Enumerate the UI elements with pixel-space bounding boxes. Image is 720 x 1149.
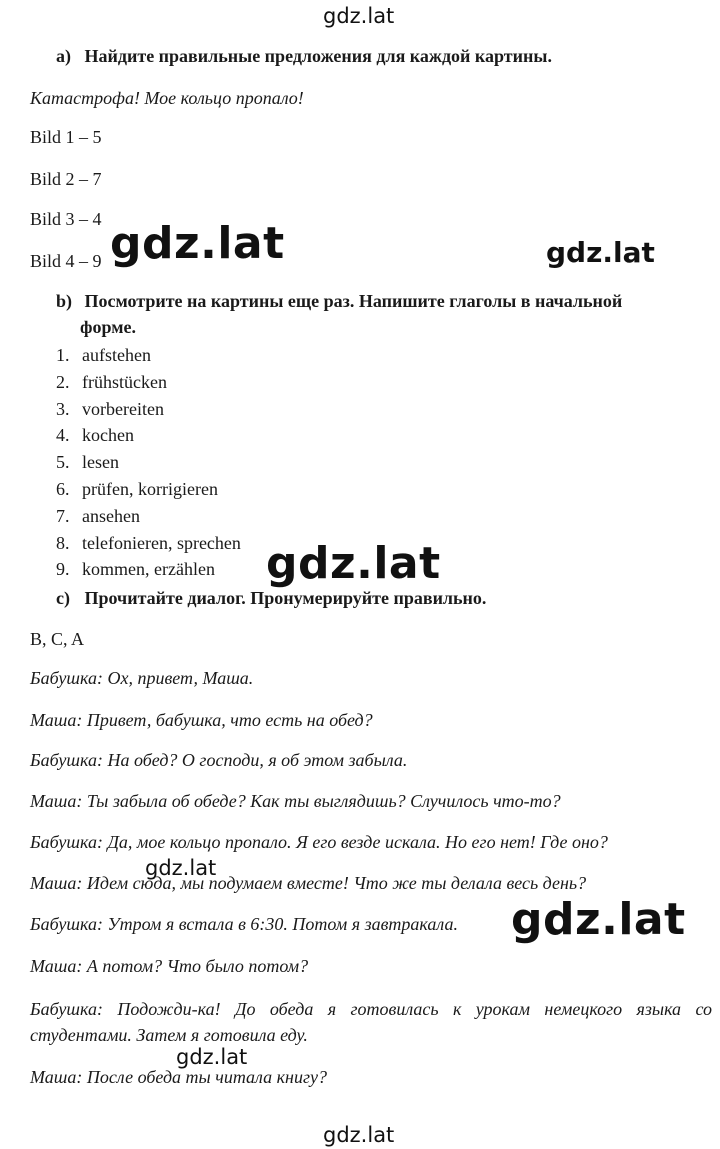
list-item <box>56 479 218 500</box>
dialogue-line: Бабушка: Утром я встала в 6:30. Потом я завтракала. <box>30 914 458 934</box>
answer-bild-1: Bild 1 – 5 <box>30 127 102 147</box>
section-a-heading <box>56 46 552 67</box>
dialogue-line: Маша: После обеда ты читала книгу? <box>30 1067 327 1087</box>
list-item-number: 8. <box>56 533 70 553</box>
watermark-large-center: gdz.lat <box>266 538 441 589</box>
dialogue-line: Маша: А потом? Что было потом? <box>30 956 309 976</box>
answer-bild-4: Bild 4 – 9 <box>30 251 102 271</box>
section-c-heading <box>56 588 486 609</box>
list-item-text: lesen <box>82 452 119 472</box>
list-item <box>56 452 119 473</box>
list-item-text: vorbereiten <box>82 399 164 419</box>
list-item <box>56 533 241 554</box>
section-b-heading-text: Посмотрите на картины еще раз. Напишите глаголы в начальной <box>84 291 623 311</box>
watermark-small-dialogue: gdz.lat <box>145 856 217 880</box>
dialogue-line: Бабушка: На обед? О господи, я об этом забыла. <box>30 750 408 770</box>
watermark-large-right: gdz.lat <box>511 894 686 945</box>
list-item-number: 2. <box>56 372 70 392</box>
list-item-text: frühstücken <box>82 372 167 392</box>
section-a-intro: Катастрофа! Мое кольцо пропало! <box>30 88 304 108</box>
dialogue-line: Маша: Ты забыла об обеде? Как ты выглядишь? Случилось что-то? <box>30 791 561 811</box>
answer-order: B, C, A <box>30 629 85 649</box>
list-item-text: prüfen, korrigieren <box>82 479 218 499</box>
list-item-number: 6. <box>56 479 70 499</box>
section-b-heading-line2: форме. <box>80 317 136 337</box>
section-b-heading-line1 <box>56 291 622 312</box>
watermark-large-left: gdz.lat <box>110 218 285 269</box>
list-item-number: 1. <box>56 345 70 365</box>
dialogue-line: Маша: Привет, бабушка, что есть на обед? <box>30 710 373 730</box>
watermark-right: gdz.lat <box>546 236 655 269</box>
section-c-heading-text: Прочитайте диалог. Пронумерируйте правильно. <box>84 588 487 608</box>
list-item-number: 5. <box>56 452 70 472</box>
list-item <box>56 559 215 580</box>
list-item-number: 9. <box>56 559 70 579</box>
list-item-number: 3. <box>56 399 70 419</box>
list-item <box>56 506 140 527</box>
list-item-text: kommen, erzählen <box>82 559 215 579</box>
answer-bild-3: Bild 3 – 4 <box>30 209 102 229</box>
watermark-small-bottom: gdz.lat <box>176 1045 248 1069</box>
list-item-number: 4. <box>56 425 70 445</box>
list-item <box>56 372 167 393</box>
section-a-letter: a) <box>56 46 71 66</box>
list-item-text: ansehen <box>82 506 140 526</box>
section-c-letter: c) <box>56 588 70 608</box>
list-item-text: telefonieren, sprechen <box>82 533 241 553</box>
list-item <box>56 425 134 446</box>
list-item <box>56 399 164 420</box>
watermark-footer: gdz.lat <box>323 1123 395 1147</box>
dialogue-line: Бабушка: Подожди-ка! До обеда я готовилась к урокам немецкого языка со студентами. Затем я готовила еду. <box>30 999 712 1045</box>
dialogue-line: Бабушка: Ох, привет, Маша. <box>30 668 254 688</box>
dialogue-line: Бабушка: Да, мое кольцо пропало. Я его везде искала. Но его нет! Где оно? <box>30 832 608 852</box>
dialogue-line: Маша: Идем сюда, мы подумаем вместе! Что же ты делала весь день? <box>30 873 587 893</box>
list-item-text: kochen <box>82 425 134 445</box>
section-a-heading-text: Найдите правильные предложения для каждой картины. <box>84 46 552 66</box>
list-item-text: aufstehen <box>82 345 151 365</box>
watermark-top: gdz.lat <box>323 4 395 28</box>
section-b-letter: b) <box>56 291 73 311</box>
list-item <box>56 345 151 366</box>
list-item-number: 7. <box>56 506 70 526</box>
answer-bild-2: Bild 2 – 7 <box>30 169 102 189</box>
